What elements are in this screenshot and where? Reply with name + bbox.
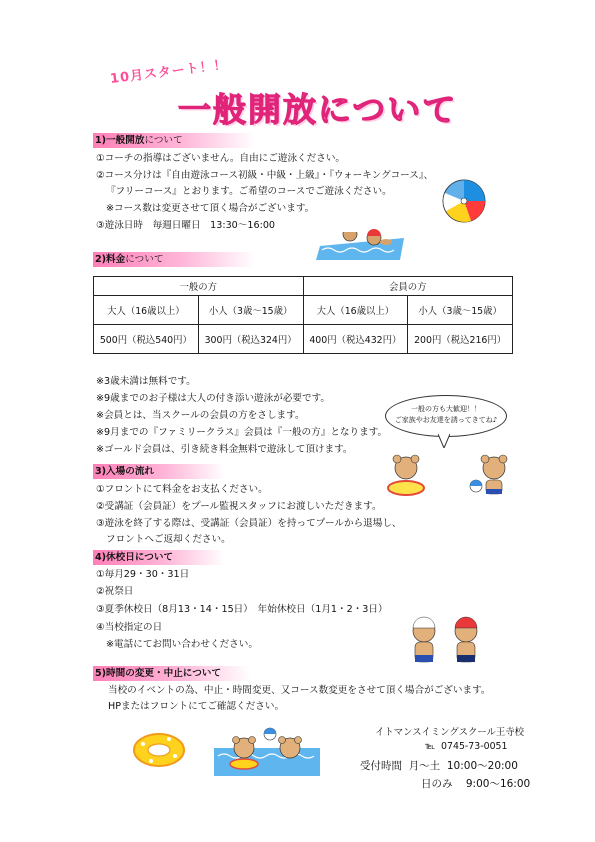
fee-col-member-adult: 大人（16歳以上） — [303, 296, 408, 325]
fee-table-price-row — [94, 325, 513, 354]
fee-price-general-adult: 500円（税込540円） — [94, 325, 199, 354]
sec3-line-3: ③遊泳を終了する際は、受講証（会員証）を持ってプールから退場し、 — [96, 518, 402, 529]
speech-bubble-line-1: 一般の方も大歓迎！！ — [411, 405, 481, 413]
swim-ring-icon — [131, 730, 187, 770]
section-1-heading-rest: について — [144, 135, 183, 146]
tel-number: 0745-73-0051 — [441, 741, 508, 752]
sec4-line-5: ※電話にてお問い合わせください。 — [106, 639, 258, 650]
fee-price-member-child: 200円（税込216円） — [408, 325, 513, 354]
pre-title: 10月スタート！！ — [109, 57, 229, 87]
hours-label: 受付時間 — [360, 760, 402, 772]
sec2-note-1: ※3歳未満は無料です。 — [96, 376, 196, 387]
sec3-line-2: ②受講証（会員証）をプール監視スタッフにお渡しいただきます。 — [96, 501, 382, 512]
speech-bubble — [385, 395, 507, 437]
sec4-line-2: ②祝祭日 — [96, 586, 134, 597]
section-2-heading-bold: 2)料金 — [95, 254, 126, 265]
sec1-line-2: ②コース分けは『自由遊泳コース初級・中級・上級』・『ウォーキングコース』、 — [96, 170, 434, 181]
hours-sunday-line — [421, 776, 530, 791]
section-3-heading: 3)入場の流れ — [93, 464, 225, 479]
section-2-heading-rest: について — [125, 254, 164, 265]
fee-table-group-row — [94, 277, 513, 296]
school-name: イトマンスイミングスクール王寺校 — [375, 727, 525, 738]
sec1-line-4: ※コース数は変更させて頂く場合がございます。 — [106, 203, 315, 214]
sec2-note-4: ※9月までの『ファミリークラス』会員は『一般の方』となります。 — [96, 427, 388, 438]
sec2-note-2: ※9歳までのお子様は大人の付き添い遊泳が必要です。 — [96, 393, 331, 404]
fee-table — [93, 276, 513, 354]
sec3-line-1: ①フロントにて料金をお支払ください。 — [96, 484, 268, 495]
bears-float-illustration — [384, 452, 514, 500]
speech-bubble-line-2: ご家族やお友達を誘ってきてね♪ — [394, 416, 498, 424]
sec5-line-1: 当校のイベントの為、中止・時間変更、又コース数変更をさせて頂く場合がございます。 — [108, 685, 491, 696]
sec4-line-4: ④当校指定の日 — [96, 622, 163, 633]
section-1-heading-bold: 1)一般開放 — [95, 135, 145, 146]
section-1-heading — [93, 133, 255, 148]
fee-price-member-adult: 400円（税込432円） — [303, 325, 408, 354]
sec1-line-1: ①コーチの指導はございません。自由にご遊泳ください。 — [96, 153, 346, 164]
fee-table-header-row — [94, 296, 513, 325]
sec5-line-2: HPまたはフロントにてご確認ください。 — [108, 701, 285, 712]
hours-weekday-line — [360, 758, 518, 773]
section-4-heading: 4)休校日について — [93, 550, 225, 565]
speech-bubble-tail — [438, 434, 450, 448]
sec2-note-5: ※ゴールド会員は、引き続き料金無料で遊泳して頂けます。 — [96, 444, 353, 455]
fee-group-general: 一般の方 — [94, 277, 304, 296]
swimming-bears-illustration — [316, 220, 408, 262]
standing-bears-illustration — [404, 615, 490, 671]
sunday-label: 日のみ — [421, 778, 453, 790]
weekday-label: 月～土 — [408, 760, 441, 772]
fee-group-member: 会員の方 — [303, 277, 513, 296]
sunday-hours: 9:00～16:00 — [465, 778, 531, 790]
sec4-line-1: ①毎月29・30・31日 — [96, 569, 190, 580]
pool-bears-illustration — [214, 726, 324, 778]
tel-line — [425, 741, 507, 752]
weekday-hours: 10:00～20:00 — [446, 760, 518, 772]
sec1-line-5: ③遊泳日時 毎週日曜日 13:30～16:00 — [96, 220, 276, 231]
fee-price-general-child: 300円（税込324円） — [198, 325, 303, 354]
fee-col-member-child: 小人（3歳～15歳） — [408, 296, 513, 325]
beach-ball-icon — [441, 178, 487, 224]
section-5-heading: 5)時間の変更・中止について — [93, 666, 250, 681]
sec4-line-3: ③夏季休校日（8月13・14・15日） 年始休校日（1月1・2・3日） — [96, 604, 388, 615]
sec1-line-3: 『フリーコース』とおります。ご希望のコースでご遊泳ください。 — [106, 186, 392, 197]
sec2-note-3: ※会員とは、当スクールの会員の方をさします。 — [96, 410, 305, 421]
page-title: 一般開放について — [178, 90, 458, 129]
section-2-heading — [93, 252, 255, 267]
fee-col-general-adult: 大人（16歳以上） — [94, 296, 199, 325]
sec3-line-4: フロントへご返却ください。 — [106, 534, 231, 545]
tel-label: ℡ — [425, 741, 436, 752]
fee-col-general-child: 小人（3歳～15歳） — [198, 296, 303, 325]
